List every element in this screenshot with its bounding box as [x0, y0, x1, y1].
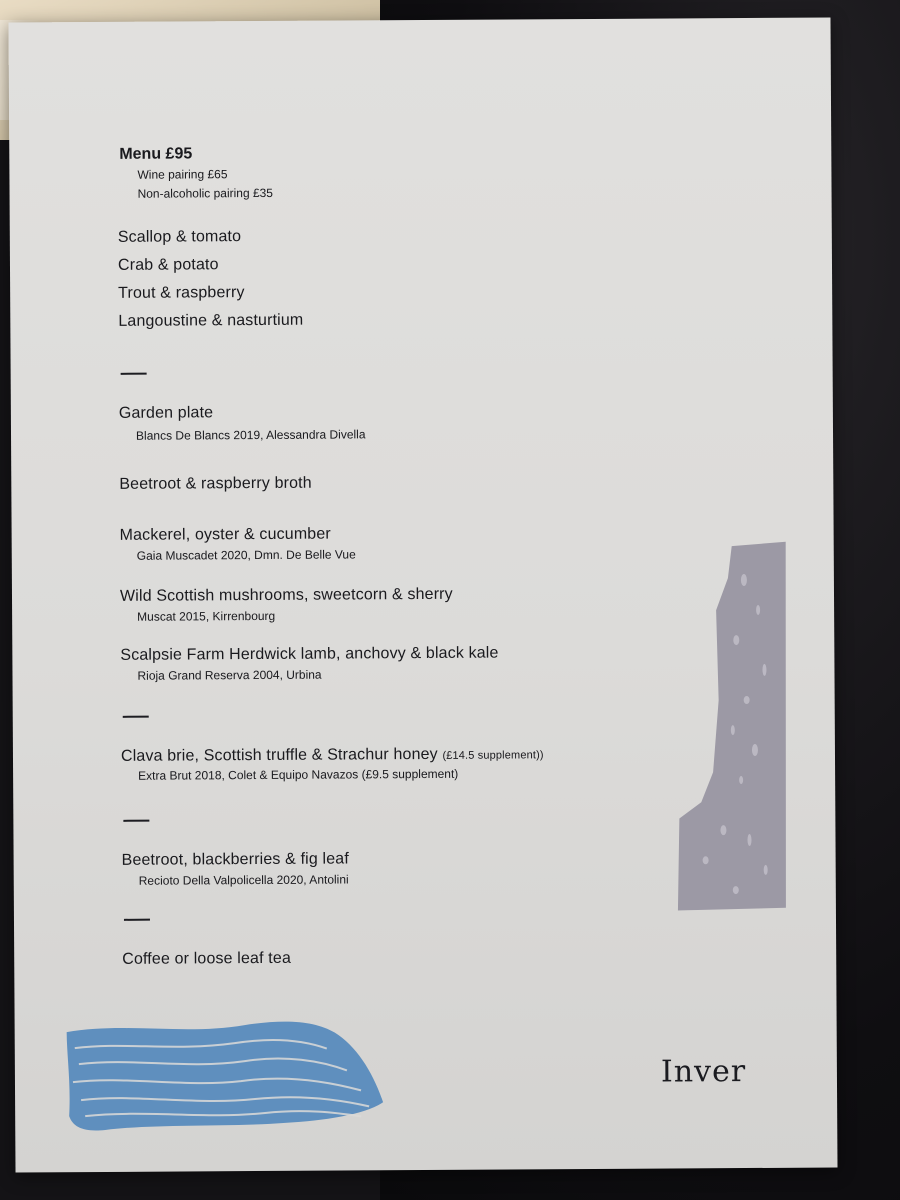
- wine-pairing: Muscat 2015, Kirrenbourg: [137, 608, 276, 624]
- snack-item: Langoustine & nasturtium: [118, 311, 304, 330]
- wine-pairing: Blancs De Blancs 2019, Alessandra Divella: [135, 427, 366, 443]
- wine-pairing: Gaia Muscadet 2020, Dmn. De Belle Vue: [136, 547, 356, 563]
- wine-pairing: Recioto Della Valpolicella 2020, Antolini: [138, 872, 349, 888]
- section-divider: [121, 373, 147, 375]
- course-dish: Clava brie, Scottish truffle & Strachur honey: [120, 745, 438, 765]
- section-divider: [123, 820, 149, 822]
- snack-item: Scallop & tomato: [117, 228, 242, 246]
- course-dish: Beetroot, blackberries & fig leaf: [121, 850, 349, 869]
- blue-print-artwork: [65, 1010, 386, 1136]
- course-dish: Beetroot & raspberry broth: [119, 474, 312, 493]
- grey-print-artwork: [674, 540, 790, 911]
- wine-pairing: Rioja Grand Reserva 2004, Urbina: [137, 667, 322, 683]
- snack-item: Crab & potato: [117, 256, 219, 274]
- section-divider: [124, 919, 150, 921]
- supplement-price: (£14.5 supplement)): [442, 749, 544, 762]
- wine-pairing: Extra Brut 2018, Colet & Equipo Navazos (£9.5 supplement): [138, 766, 459, 783]
- snack-item: Trout & raspberry: [118, 284, 245, 302]
- course-dish: Coffee or loose leaf tea: [122, 949, 292, 968]
- course-dish: Mackerel, oyster & cucumber: [119, 525, 331, 544]
- cheese-course: [121, 745, 544, 766]
- inver-logo: Inver: [660, 1054, 747, 1090]
- menu-title: Menu £95: [119, 145, 193, 163]
- section-divider: [123, 716, 149, 718]
- course-dish: Garden plate: [118, 404, 214, 422]
- wine-pairing-price: Wine pairing £65: [137, 167, 228, 182]
- non-alcoholic-pairing-price: Non-alcoholic pairing £35: [137, 185, 274, 201]
- course-dish: Scalpsie Farm Herdwick lamb, anchovy & black kale: [120, 644, 499, 664]
- menu-card: [8, 18, 837, 1173]
- course-dish: Wild Scottish mushrooms, sweetcorn & sherry: [119, 585, 453, 605]
